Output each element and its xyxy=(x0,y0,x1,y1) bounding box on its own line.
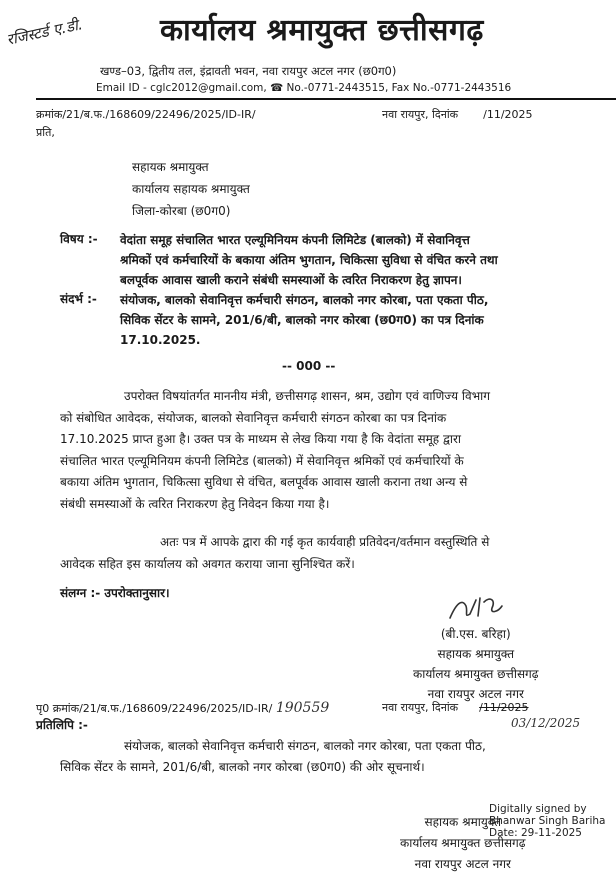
body-line: बकाया अंतिम भुगतान, चिकित्सा सुविधा से वंचित, बलपूर्वक आवास खाली कराना तथा अन्य से xyxy=(60,475,468,489)
header-divider xyxy=(36,98,616,100)
reference-line: 17.10.2025. xyxy=(120,333,201,347)
signature-block xyxy=(413,624,539,704)
reference-line: सिविक सेंटर के सामने, 201/6/बी, बालको नगर कोरबा (छ0ग0) का पत्र दिनांक xyxy=(120,313,484,327)
signatory-place-2: नवा रायपुर अटल नगर xyxy=(414,857,511,871)
recipient-line: कार्यालय सहायक श्रमायुक्त xyxy=(132,182,250,196)
body-line: उपरोक्त विषयांतर्गत माननीय मंत्री, छत्तीसगढ़ शासन, श्रम, उद्योग एवं वाणिज्य विभाग xyxy=(124,389,490,403)
body-line: 17.10.2025 प्राप्त हुआ है। उक्त पत्र के माध्यम से लेख किया गया है कि वेदांता समूह द्वारा xyxy=(60,432,461,446)
signatory-office: कार्यालय श्रमायुक्त छत्तीसगढ़ xyxy=(413,667,539,681)
office-address: खण्ड–03, द्वितीय तल, इंद्रावती भवन, नवा रायपुर अटल नगर (छ0ग0) xyxy=(100,64,397,78)
endorsement-date-label: नवा रायपुर, दिनांक xyxy=(382,701,459,714)
copy-line: सिविक सेंटर के सामने, 201/6/बी, बालको नगर कोरबा (छ0ग0) की ओर सूचनार्थ। xyxy=(60,760,425,774)
reference-label: संदर्भ :- xyxy=(60,292,97,306)
reference-text xyxy=(120,290,488,350)
signatory-designation-2: सहायक श्रमायुक्त xyxy=(424,815,502,829)
subject-line: बलपूर्वक आवास खाली कराने संबंधी समस्याओं के त्वरित निराकरण हेतु ज्ञापन। xyxy=(120,273,462,287)
signatory-designation: सहायक श्रमायुक्त xyxy=(437,647,515,661)
registered-ad-stamp: रजिस्टर्ड ए.डी. xyxy=(4,15,85,49)
body-line: संबंधी समस्याओं के त्वरित निराकरण हेतु निवेदन किया गया है। xyxy=(60,496,330,511)
digital-signature-line: Bhanwar Singh Bariha xyxy=(489,815,606,827)
date-label: नवा रायपुर, दिनांक xyxy=(382,108,459,121)
digital-signature-line: Digitally signed by xyxy=(489,803,587,815)
copy-label: प्रतिलिपि :- xyxy=(36,718,88,732)
reference-line: संयोजक, बालको सेवानिवृत्त कर्मचारी संगठन, बालको नगर कोरबा, पता एकता पीठ, xyxy=(120,293,489,307)
office-title: कार्यालय श्रमायुक्त छत्तीसगढ़ xyxy=(160,13,484,48)
subject-text xyxy=(120,230,498,290)
body-paragraph xyxy=(60,386,490,515)
signatory-initials: (बी.एस. बरिहा) xyxy=(440,627,511,641)
letter-ref-number: क्रमांक/21/ब.फ./168609/22496/2025/ID-IR/ xyxy=(36,108,256,121)
subject-line: श्रमिकों एवं कर्मचारियों के बकाया अंतिम भुगतान, चिकित्सा सुविधा से वंचित करने तथा xyxy=(120,253,498,267)
body-line: को संबोधित आवेदक, संयोजक, बालको सेवानिवृत्त कर्मचारी संगठन कोरबा का पत्र दिनांक xyxy=(60,410,447,425)
handwritten-date: 03/12/2025 xyxy=(511,716,581,730)
enclosure-note: संलग्न :- उपरोक्तानुसार। xyxy=(60,586,170,600)
handwritten-signature-mark xyxy=(446,594,506,624)
salutation-prati: प्रति, xyxy=(36,126,55,139)
subject-label: विषय :- xyxy=(60,232,98,246)
recipient-line: जिला-कोरबा (छ0ग0) xyxy=(132,204,231,218)
action-line: आवेदक सहित इस कार्यालय को अवगत कराया जाना सुनिश्चित करें। xyxy=(60,556,355,571)
action-paragraph xyxy=(60,532,489,575)
action-line: अतः पत्र में आपके द्वारा की गई कृत कार्यवाही प्रतिवेदन/वर्तमान वस्तुस्थिति से xyxy=(160,535,490,549)
recipient-block xyxy=(132,156,250,222)
copy-line: संयोजक, बालको सेवानिवृत्त कर्मचारी संगठन, बालको नगर कोरबा, पता एकता पीठ, xyxy=(124,739,486,753)
endorsement-ref xyxy=(36,700,329,716)
date-value: /11/2025 xyxy=(483,108,533,121)
digital-signature-line: Date: 29-11-2025 xyxy=(489,827,582,839)
copy-text xyxy=(60,736,486,778)
section-separator: -- 000 -- xyxy=(282,359,336,373)
digital-signature-stamp xyxy=(489,803,605,839)
endorsement-date-printed: /11/2025 xyxy=(479,701,529,714)
subject-line: वेदांता समूह संचालित भारत एल्यूमिनियम कंपनी लिमिटेड (बालको) में सेवानिवृत्त xyxy=(120,233,470,247)
letter-date xyxy=(382,107,533,122)
endorsement-ref-number: पृ0 क्रमांक/21/ब.फ./168609/22496/2025/ID-IR/ xyxy=(36,702,273,715)
signatory-office-2: कार्यालय श्रमायुक्त छत्तीसगढ़ xyxy=(400,836,526,850)
handwritten-dispatch-number: 190559 xyxy=(275,700,330,716)
endorsement-date xyxy=(382,700,529,715)
body-line: संचालित भारत एल्यूमिनियम कंपनी लिमिटेड (बालको) में सेवानिवृत्त श्रमिकों एवं कर्मचारियों के xyxy=(60,453,464,468)
signatory-place: नवा रायपुर अटल नगर xyxy=(427,687,524,701)
recipient-line: सहायक श्रमायुक्त xyxy=(132,160,209,174)
office-contact: Email ID - cglc2012@gmail.com, ☎ No.-0771-2443515, Fax No.-0771-2443516 xyxy=(96,82,512,94)
